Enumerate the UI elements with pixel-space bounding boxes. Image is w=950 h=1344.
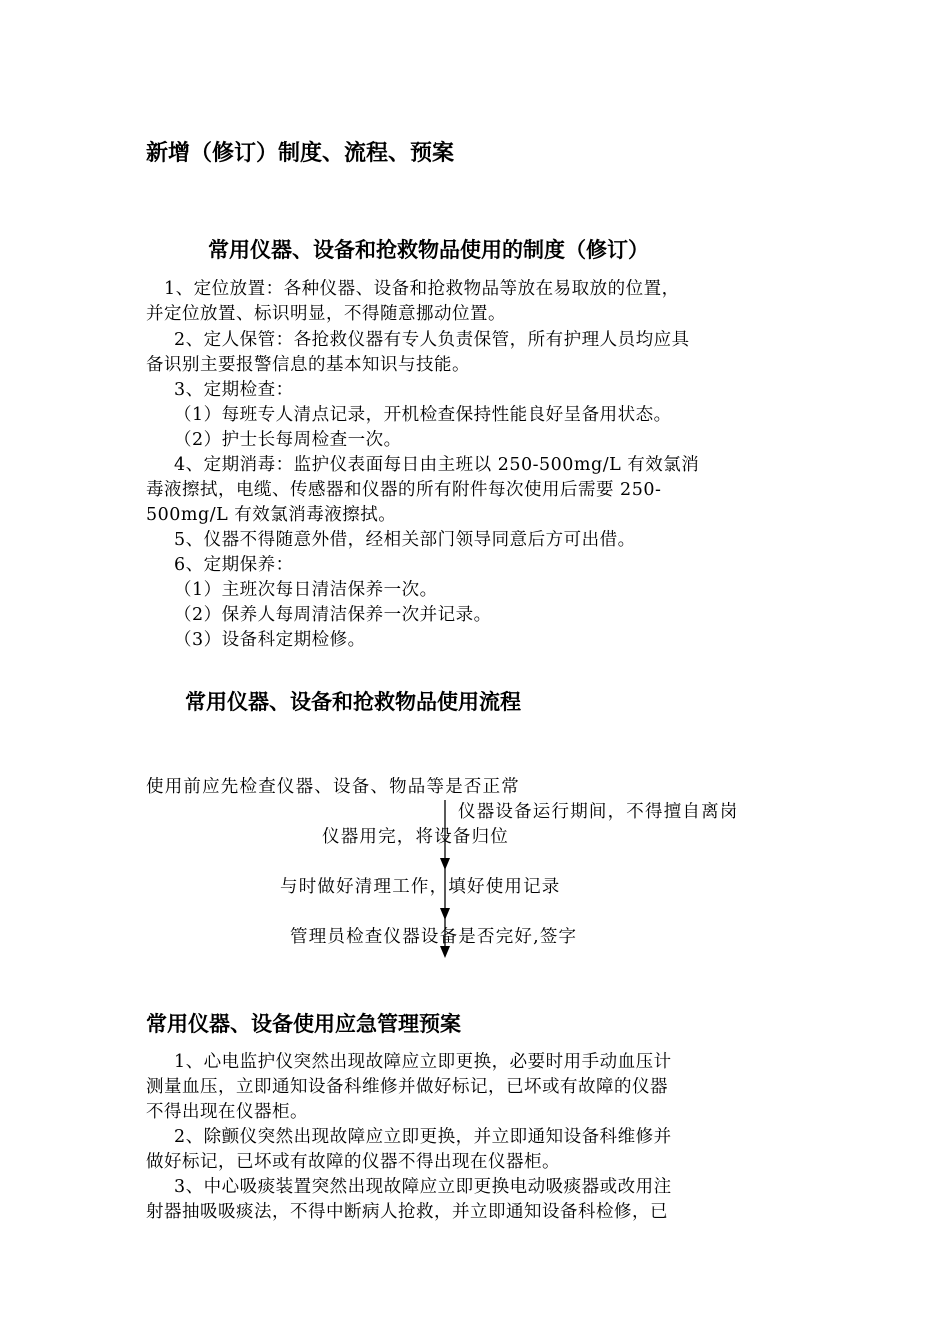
section1-line: 备识别主要报警信息的基本知识与技能。 — [146, 355, 470, 375]
section3-line: 1、心电监护仪突然出现故障应立即更换，必要时用手动血压计 — [174, 1052, 672, 1072]
section3-line: 不得出现在仪器柜。 — [146, 1102, 308, 1122]
section3-line: 3、中心吸痰装置突然出现故障应立即更换电动吸痰器或改用注 — [174, 1177, 672, 1197]
section1-line: 1、定位放置：各种仪器、设备和抢救物品等放在易取放的位置， — [164, 279, 680, 299]
section1-line: 500mg/L 有效氯消毒液擦拭。 — [146, 505, 397, 525]
section1-line: （2）护士长每周检查一次。 — [174, 430, 402, 450]
flow-step: 管理员检查仪器设备是否完好,签字 — [290, 927, 578, 947]
flow-step: 仪器设备运行期间，不得擅自离岗 — [458, 802, 739, 822]
section1-line: （1）每班专人清点记录，开机检查保持性能良好呈备用状态。 — [174, 405, 672, 425]
section1-line: 4、定期消毒：监护仪表面每日由主班以 250-500mg/L 有效氯消 — [174, 455, 700, 475]
section3-line: 射器抽吸吸痰法，不得中断病人抢救，并立即通知设备科检修，已 — [146, 1202, 668, 1222]
section1-line: 6、定期保养： — [174, 555, 294, 575]
section1-line: 2、定人保管：各抢救仪器有专人负责保管，所有护理人员均应具 — [174, 330, 690, 350]
section1-line: 5、仪器不得随意外借，经相关部门领导同意后方可出借。 — [174, 530, 636, 550]
flow-step: 与时做好清理工作，填好使用记录 — [280, 877, 561, 897]
section3-line: 做好标记，已坏或有故障的仪器不得出现在仪器柜。 — [146, 1152, 560, 1172]
section3-title: 常用仪器、设备使用应急管理预案 — [146, 1012, 461, 1036]
section3-line: 2、除颤仪突然出现故障应立即更换，并立即通知设备科维修并 — [174, 1127, 672, 1147]
flow-step: 使用前应先检查仪器、设备、物品等是否正常 — [146, 777, 520, 797]
section1-line: （2）保养人每周清洁保养一次并记录。 — [174, 605, 492, 625]
section1-line: （1）主班次每日清洁保养一次。 — [174, 580, 438, 600]
section1-line: 并定位放置、标识明显，不得随意挪动位置。 — [146, 304, 506, 324]
section1-title: 常用仪器、设备和抢救物品使用的制度（修订） — [208, 238, 649, 262]
flow-step: 仪器用完，将设备归位 — [322, 827, 509, 847]
section3-line: 测量血压，立即通知设备科维修并做好标记，已坏或有故障的仪器 — [146, 1077, 668, 1097]
section1-line: （3）设备科定期检修。 — [174, 630, 366, 650]
document-main-title: 新增（修订）制度、流程、预案 — [146, 141, 455, 166]
section2-title: 常用仪器、设备和抢救物品使用流程 — [185, 690, 521, 714]
section1-line: 3、定期检查： — [174, 380, 294, 400]
section1-line: 毒液擦拭，电缆、传感器和仪器的所有附件每次使用后需要 250- — [146, 480, 662, 500]
